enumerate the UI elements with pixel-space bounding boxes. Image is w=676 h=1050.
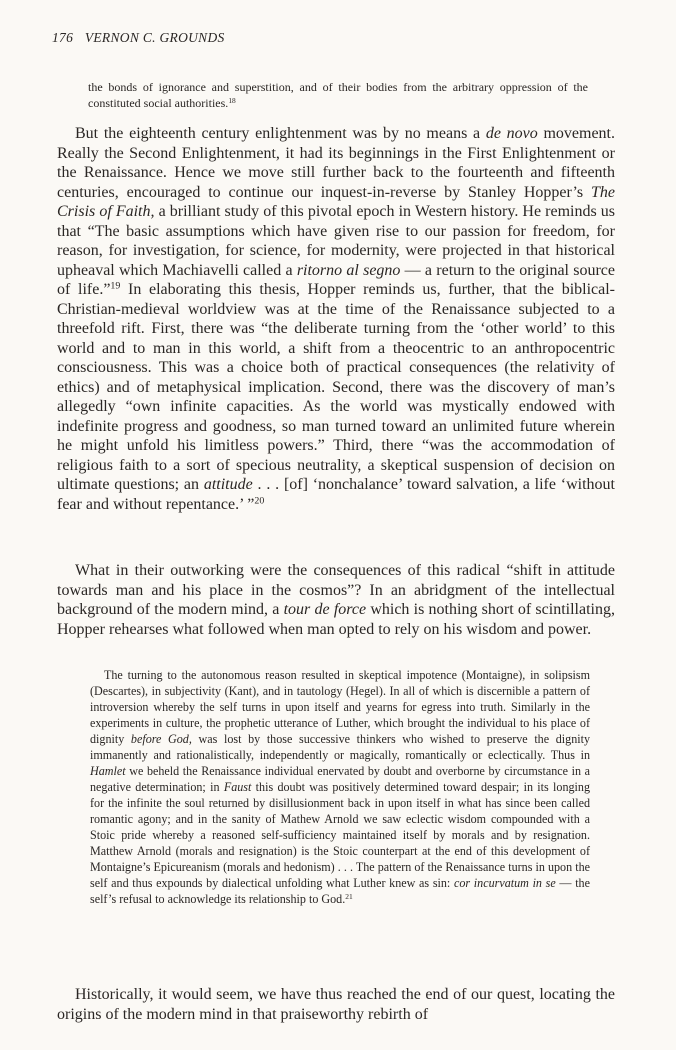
footnote-ref-19: 19 bbox=[110, 280, 121, 292]
text: was lost by those successive thinkers who wished to preserve the dignity immanently and rationalistically, independently or magically, romantically or eclectically. Thus in bbox=[90, 732, 591, 762]
footnote-ref-18: 18 bbox=[228, 95, 236, 105]
italic-phrase: attitude bbox=[203, 476, 253, 493]
work-title: Faust bbox=[223, 780, 252, 794]
footnote-ref-21: 21 bbox=[345, 891, 353, 901]
italic-phrase: tour de force bbox=[283, 601, 367, 618]
text: which is nothing short of scintillating, Hopper rehearses what followed when man opted to rely on his wisdom and power. bbox=[57, 601, 615, 638]
text: a brilliant study of this pivotal epoch in Western history. He reminds us that “The basic assumptions which have given rise to our passion for freedom, for reason, for investigation, for science, for modernity, were projected in that historical upheaval which Machiavelli called a bbox=[57, 203, 615, 279]
text: we beheld the Renaissance individual enervated by doubt and overborne by circumstance in a negative determination; in bbox=[90, 764, 590, 794]
book-title: The Crisis of Faith, bbox=[57, 183, 615, 220]
running-head bbox=[52, 30, 225, 46]
extract-paragraph bbox=[88, 79, 588, 111]
work-title: Hamlet bbox=[90, 764, 126, 778]
italic-phrase: de novo bbox=[485, 125, 538, 142]
text: In elaborating this thesis, Hopper reminds us, further, that the biblical-Christian-medieval worldview was at the time of the Renaissance subjected to a threefold rift. First, there was “the deliberate turning from the ‘other world’ to this world and to man in this world, a shift from a theocentric to an anthropocentric consciousness. This was a choice both of practical consequences (the relativity of ethics) and of metaphysical implication. Second, there was the discovery of man’s allegedly “own infinite capacities. As the world was mystically endowed with indefinite progress and goodness, so man turned toward an unlimited future wherein he might unfold his limitless powers.” Third, there “was the accommodation of religious faith to a sort of specious neutrality, a skeptical suspension of decision on ultimate questions; an bbox=[57, 281, 616, 493]
paragraph: Historically, it would seem, we have thus reached the end of our quest, locating the origins of the modern mind in that praiseworthy rebirth of bbox=[57, 986, 615, 1023]
author-name: VERNON C. GROUNDS bbox=[84, 30, 225, 45]
extract-text: the bonds of ignorance and superstition, and of their bodies from the arbitrary oppression of the constituted social authorities. bbox=[88, 80, 588, 110]
text: — a return to the original source of life.” bbox=[57, 261, 616, 298]
body-paragraph-3 bbox=[57, 985, 615, 1024]
footnote-ref-20: 20 bbox=[254, 495, 265, 507]
body-paragraph-1 bbox=[57, 124, 615, 514]
body-paragraph-2 bbox=[57, 561, 615, 639]
latin-phrase: cor incurvatum in se bbox=[453, 876, 556, 890]
text: movement. Really the Second Enlightenment, it had its beginnings in the First Enlightenment or the Renaissance. Hence we move still further back to the fourteenth and fifteenth centuries, encouraged to continue our inquest-in-reverse by Stanley Hopper’s bbox=[57, 125, 616, 201]
text: The turning to the autonomous reason resulted in skeptical impotence (Montaigne), in solipsism (Descartes), in subjectivity (Kant), and in tautology (Hegel). In all of which is discernible a pattern of introversion whereby the self turns in upon itself and yearns for egress into truth. Similarly in the experiments in culture, the prophetic utterance of Luther, which brought the individual to his place of dignity bbox=[90, 668, 590, 746]
quote-paragraph bbox=[90, 667, 590, 907]
block-quote bbox=[90, 667, 590, 907]
text: But the eighteenth century enlightenment was by no means a bbox=[75, 125, 486, 142]
paragraph bbox=[57, 124, 615, 514]
top-extract bbox=[88, 79, 588, 111]
text: What in their outworking were the consequences of this radical “shift in attitude towards man and his place in the cosmos”? In an abridgment of the intellectual background of the modern mind, a bbox=[57, 562, 615, 618]
page-number: 176 bbox=[52, 30, 74, 45]
italic-phrase: ritorno al segno bbox=[296, 261, 401, 279]
text: this doubt was positively determined toward despair; in its longing for the infinite the soul returned by disillusionment back in upon itself in what has since been called romantic agony; and in the sanity of Mathew Arnold we saw eclectic wisdom compounded with a Stoic pride whereby a reasoned self-sufficiency maintained itself by morals and by resignation. Matthew Arnold (morals and resignation) is the Stoic counterpart at the end of this development of Montaigne’s Epicureanism (morals and hedonism) . . . The pattern of the Renaissance turns in upon the self and thus expounds by dialectical unfolding what Luther knew as sin: bbox=[90, 780, 590, 890]
text: — the self’s refusal to acknowledge its relationship to God. bbox=[90, 876, 590, 906]
paragraph bbox=[57, 561, 615, 639]
italic-phrase: before God, bbox=[130, 732, 192, 746]
text: . . . [of] ‘nonchalance’ toward salvation, a life ‘without fear and without repentance.’ ” bbox=[57, 476, 616, 513]
